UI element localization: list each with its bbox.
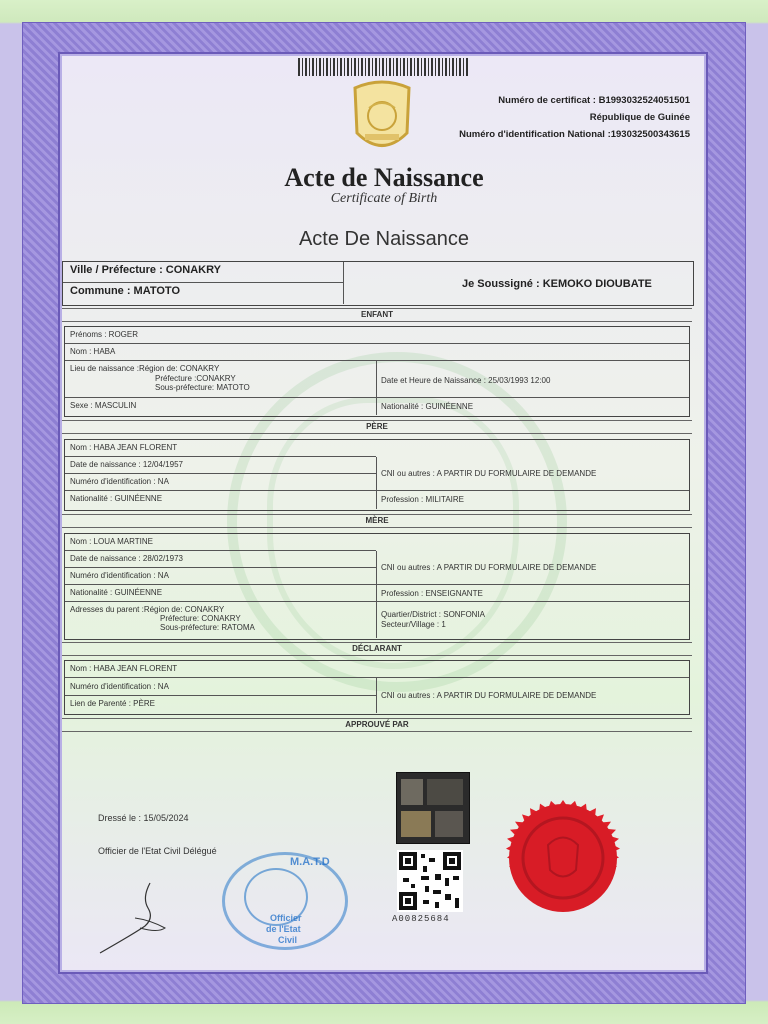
pere-cni: CNI ou autres : A PARTIR DU FORMULAIRE DE DEMANDE (381, 469, 597, 478)
section-approuve: APPROUVÉ PAR (62, 718, 692, 732)
section-mere: MÈRE (62, 514, 692, 528)
declarant-numero-id: Numéro d'identification : NA (70, 682, 169, 691)
header-info (459, 92, 690, 143)
pere-date-naissance: Date de naissance : 12/04/1957 (70, 460, 183, 469)
stamp-text-officier: Officier (270, 913, 302, 923)
prefecture-field: Ville / Préfecture : CONAKRY (70, 264, 221, 276)
stamp-text-civil: Civil (278, 935, 298, 945)
document-subtitle: Acte De Naissance (298, 228, 470, 250)
enfant-nationalite: Nationalité : GUINÉENNE (381, 402, 474, 411)
declarant-nom: Nom : HABA JEAN FLORENT (70, 664, 178, 673)
pere-nationalite: Nationalité : GUINÉENNE (70, 494, 163, 503)
stamp-text-etat: de l'Etat (266, 924, 301, 934)
enfant-lieu-prefecture: Préfecture :CONAKRY (155, 374, 236, 383)
qr-code-icon (397, 850, 463, 912)
document-title: Acte de Naissance (284, 163, 484, 192)
signatory-field: Je Soussigné : KEMOKO DIOUBATE (462, 278, 652, 290)
hologram-photo (396, 772, 470, 844)
mere-cni: CNI ou autres : A PARTIR DU FORMULAIRE DE DEMANDE (381, 563, 597, 572)
handwritten-signature-icon (90, 878, 180, 958)
mere-quartier: Quartier/District : SONFONIA (381, 610, 486, 619)
mere-adresse-prefecture: Préfecture: CONAKRY (160, 614, 241, 623)
enfant-date-heure: Date et Heure de Naissance : 25/03/1993 12:00 (381, 376, 551, 385)
national-id: Numéro d'identification National :193032500343615 (459, 129, 690, 140)
enfant-prenoms: Prénoms : ROGER (70, 330, 139, 339)
mere-numero-id: Numéro d'identification : NA (70, 571, 169, 580)
enfant-nom: Nom : HABA (70, 347, 116, 356)
mere-secteur: Secteur/Village : 1 (381, 620, 446, 629)
mere-adresse-sous-prefecture: Sous-préfecture: RATOMA (160, 623, 255, 632)
pere-profession: Profession : MILITAIRE (381, 495, 464, 504)
serial-number: A00825684 (392, 914, 450, 924)
pere-nom: Nom : HABA JEAN FLORENT (70, 443, 178, 452)
declarant-cni: CNI ou autres : A PARTIR DU FORMULAIRE DE DEMANDE (381, 691, 597, 700)
commune-field: Commune : MATOTO (70, 285, 180, 297)
section-declarant: DÉCLARANT (62, 642, 692, 656)
coat-of-arms-icon (347, 78, 417, 158)
document-title-english: Certificate of Birth (330, 191, 438, 206)
declarant-lien: Lien de Parenté : PÈRE (70, 699, 155, 708)
mere-adresse: Adresses du parent :Région de: CONAKRY (70, 605, 225, 614)
enfant-lieu-sous-prefecture: Sous-préfecture: MATOTO (155, 383, 250, 392)
pere-numero-id: Numéro d'identification : NA (70, 477, 169, 486)
dresse-date: Dressé le : 15/05/2024 (98, 813, 189, 823)
mere-nom: Nom : LOUA MARTINE (70, 537, 153, 546)
country-name: République de Guinée (589, 112, 690, 123)
section-pere: PÈRE (62, 420, 692, 434)
mere-profession: Profession : ENSEIGNANTE (381, 589, 483, 598)
red-wax-seal-icon (490, 785, 636, 931)
stamp-text-matd: M.A.T.D (290, 856, 330, 868)
enfant-lieu: Lieu de naissance :Région de: CONAKRY (70, 364, 220, 373)
enfant-sexe: Sexe : MASCULIN (70, 401, 137, 410)
section-enfant: ENFANT (62, 308, 692, 322)
barcode (298, 58, 468, 76)
officier-title: Officier de l'Etat Civil Délégué (98, 846, 217, 856)
mere-nationalite: Nationalité : GUINÉENNE (70, 588, 163, 597)
certificate-number: Numéro de certificat : B1993032524051501 (498, 95, 690, 106)
mere-date-naissance: Date de naissance : 28/02/1973 (70, 554, 183, 563)
